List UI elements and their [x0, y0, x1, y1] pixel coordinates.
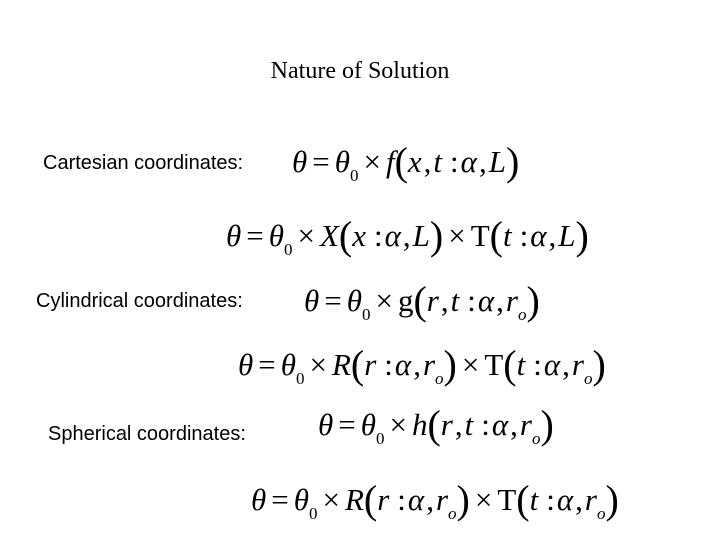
spherical-general-equation: $\theta = \theta_0 \times h(r,t$ $:\alpha,r_o$) [318, 402, 554, 448]
cylindrical-separated-equation: $\theta = \theta_0 \times R(r$ $:\alpha,r_o) \times T(t$ $:\alpha,r_o$) [238, 342, 606, 388]
cartesian-separated-equation: $\theta = \theta_0 \times X(x$ :α,L) × T(t :α,L) [226, 213, 589, 259]
slide-title: Nature of Solution [270, 58, 450, 84]
cartesian-label: Cartesian coordinates: [43, 152, 244, 174]
cylindrical-label: Cylindrical coordinates: [36, 290, 243, 312]
spherical-separated-equation: $\theta = \theta_0 \times R(r$ $:\alpha,r_o) \times T(t$ $:\alpha,r_o$) [251, 477, 619, 523]
cylindrical-general-equation: $\theta = \theta_0 \times g(r,t$ $:\alpha,r_o$) [304, 278, 540, 324]
spherical-label: Spherical coordinates: [48, 423, 246, 445]
cartesian-general-equation: $\theta = \theta_0 \times f(x,t$ :α,L) [292, 139, 520, 185]
